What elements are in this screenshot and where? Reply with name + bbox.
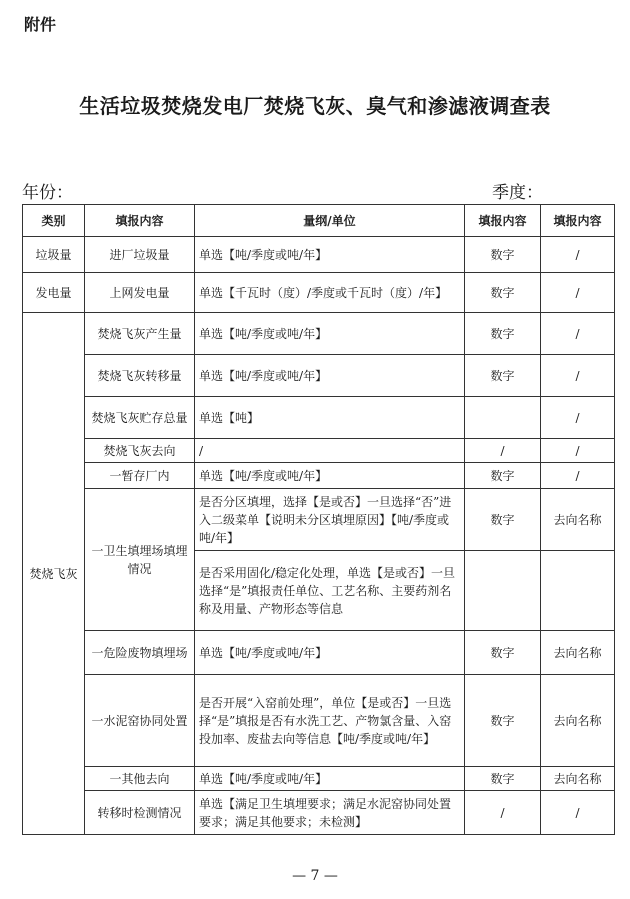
dest-cell: /	[541, 791, 615, 835]
unit-cell: 是否采用固化/稳定化处理，单选【是或否】一旦选择“是”填报责任单位、工艺名称、主要药剂名称及用量、产物形态等信息	[195, 551, 465, 631]
header-category: 类别	[23, 205, 85, 237]
year-field-label: 年份：	[22, 183, 73, 203]
page-number: — 7 —	[292, 868, 338, 884]
table-row	[23, 439, 615, 463]
item-cell: 一危险废物填埋场	[85, 631, 195, 675]
fill-cell: /	[465, 439, 541, 463]
item-cell: 转移时检测情况	[85, 791, 195, 835]
dest-cell: 去向名称	[541, 767, 615, 791]
dest-cell	[541, 551, 615, 631]
table-row	[23, 273, 615, 313]
fill-cell	[465, 551, 541, 631]
unit-cell: 单选【吨/季度或吨/年】	[195, 631, 465, 675]
unit-cell: 单选【吨/季度或吨/年】	[195, 355, 465, 397]
unit-cell: 单选【千瓦时（度）/季度或千瓦时（度）/年】	[195, 273, 465, 313]
table-row	[23, 397, 615, 439]
unit-cell: 单选【吨/季度或吨/年】	[195, 237, 465, 273]
unit-cell: 单选【吨/季度或吨/年】	[195, 767, 465, 791]
item-cell: 进厂垃圾量	[85, 237, 195, 273]
table-header-row	[23, 205, 615, 237]
item-cell: 焚烧飞灰贮存总量	[85, 397, 195, 439]
item-cell: 上网发电量	[85, 273, 195, 313]
item-cell: 一暂存厂内	[85, 463, 195, 489]
header-fill-2: 填报内容	[541, 205, 615, 237]
unit-cell: 是否分区填埋，选择【是或否】一旦选择“否”进入二级菜单【说明未分区填埋原因】【吨/季度或吨/年】	[195, 489, 465, 551]
fill-cell: 数字	[465, 675, 541, 767]
header-unit: 量纲/单位	[195, 205, 465, 237]
category-cell: 垃圾量	[23, 237, 85, 273]
unit-cell: 单选【吨/季度或吨/年】	[195, 463, 465, 489]
table-row	[23, 631, 615, 675]
fill-cell: 数字	[465, 313, 541, 355]
item-cell: 焚烧飞灰去向	[85, 439, 195, 463]
document-title: 生活垃圾焚烧发电厂焚烧飞灰、臭气和渗滤液调查表	[79, 94, 551, 118]
quarter-field-label: 季度：	[492, 183, 543, 203]
dest-cell: 去向名称	[541, 675, 615, 767]
header-content: 填报内容	[85, 205, 195, 237]
table-row	[23, 767, 615, 791]
unit-cell: 单选【吨】	[195, 397, 465, 439]
fill-cell	[465, 397, 541, 439]
dest-cell: 去向名称	[541, 631, 615, 675]
attachment-label: 附件	[24, 15, 57, 34]
fill-cell: /	[465, 791, 541, 835]
category-cell-fly-ash: 焚烧飞灰	[23, 313, 85, 835]
fill-cell: 数字	[465, 463, 541, 489]
table-row	[23, 463, 615, 489]
unit-cell: /	[195, 439, 465, 463]
fill-cell: 数字	[465, 237, 541, 273]
fill-cell: 数字	[465, 631, 541, 675]
dest-cell: /	[541, 355, 615, 397]
table-row	[23, 675, 615, 767]
table-row	[23, 791, 615, 835]
item-cell: 焚烧飞灰转移量	[85, 355, 195, 397]
fill-cell: 数字	[465, 273, 541, 313]
unit-cell: 单选【满足卫生填埋要求；满足水泥窑协同处置要求；满足其他要求；未检测】	[195, 791, 465, 835]
fill-cell: 数字	[465, 489, 541, 551]
unit-cell: 是否开展“入窑前处理”，单位【是或否】一旦选择“是”填报是否有水洗工艺、产物氯含量、入窑投加率、废盐去向等信息【吨/季度或吨/年】	[195, 675, 465, 767]
dest-cell: /	[541, 313, 615, 355]
table-row	[23, 237, 615, 273]
item-cell: 一水泥窑协同处置	[85, 675, 195, 767]
dest-cell: /	[541, 237, 615, 273]
header-fill-1: 填报内容	[465, 205, 541, 237]
dest-cell: /	[541, 439, 615, 463]
dest-cell: /	[541, 397, 615, 439]
category-cell: 发电量	[23, 273, 85, 313]
table-row	[23, 489, 615, 551]
fill-cell: 数字	[465, 767, 541, 791]
item-cell: 焚烧飞灰产生量	[85, 313, 195, 355]
item-cell: 一其他去向	[85, 767, 195, 791]
item-cell: 一卫生填埋场填埋情况	[85, 489, 195, 631]
dest-cell: 去向名称	[541, 489, 615, 551]
dest-cell: /	[541, 273, 615, 313]
unit-cell: 单选【吨/季度或吨/年】	[195, 313, 465, 355]
fill-cell: 数字	[465, 355, 541, 397]
survey-table	[22, 204, 615, 835]
table-row	[23, 355, 615, 397]
dest-cell: /	[541, 463, 615, 489]
table-row	[23, 313, 615, 355]
